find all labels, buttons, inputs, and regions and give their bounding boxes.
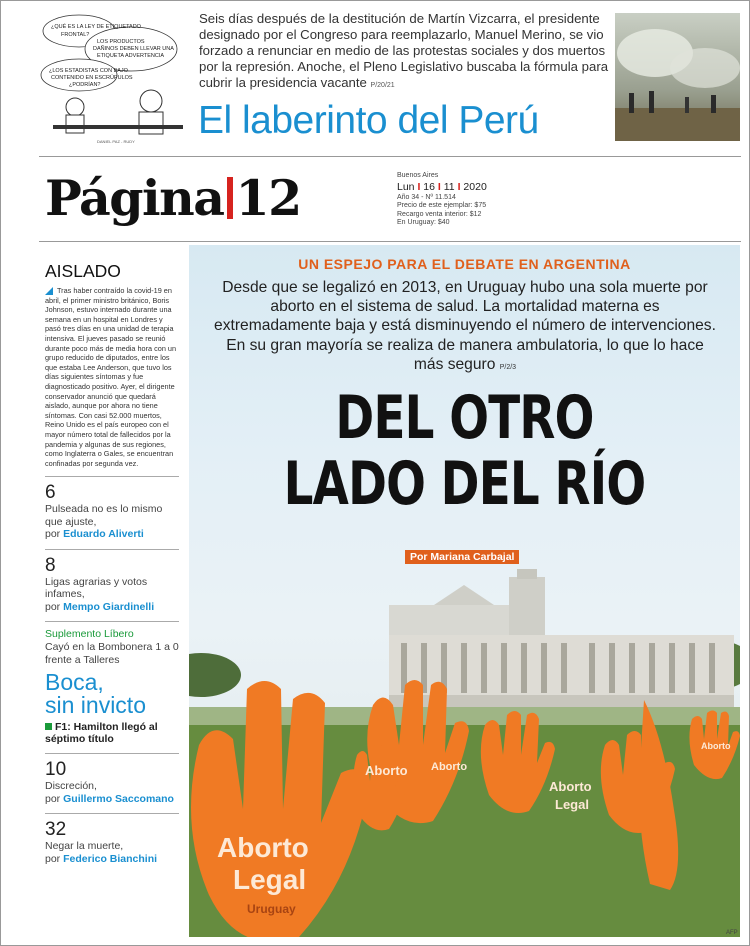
main-kicker: UN ESPEJO PARA EL DEBATE EN ARGENTINA — [298, 256, 631, 272]
divider — [45, 813, 179, 814]
date-day: Lun — [397, 180, 415, 193]
supplement-text: Cayó en la Bombonera 1 a 0 frente a Talleres — [45, 641, 179, 666]
sign-text-country: Uruguay — [247, 902, 296, 916]
teaser-author: Guillermo Saccomano — [63, 792, 174, 805]
svg-text:CONTENIDO EN ESCRÚPULOS: CONTENIDO EN ESCRÚPULOS — [51, 75, 133, 81]
boca-headline-line1: Boca, — [45, 669, 104, 696]
svg-text:¿PODRÍAN?: ¿PODRÍAN? — [69, 82, 101, 88]
sign-text-line1: Aborto — [217, 832, 309, 863]
divider — [45, 621, 179, 622]
photo-credit: AFP — [726, 930, 738, 936]
teaser-text: Ligas agrarias y votos infames, — [45, 575, 148, 601]
boca-headline[interactable] — [45, 671, 179, 717]
page-number: 32 — [45, 819, 67, 841]
date-month: 11 — [443, 180, 455, 193]
main-headline-line1: DEL OTRO — [335, 383, 594, 453]
date-daynum: 16 — [423, 180, 435, 193]
teaser-text: Negar la muerte, — [45, 840, 124, 853]
svg-text:¿LOS ESTADISTAS CON BAJO: ¿LOS ESTADISTAS CON BAJO — [49, 68, 128, 74]
teaser-by: por — [45, 852, 61, 865]
aislado-article — [45, 286, 179, 468]
teaser-by: por — [45, 528, 61, 541]
boca-headline-line2: sin invicto — [45, 692, 146, 719]
edition-date: Lun I 16 I 11 I 2020 — [397, 180, 487, 193]
teaser-text: Discreción, — [45, 780, 97, 793]
divider — [45, 549, 179, 550]
f1-text: F1: Hamilton llegó al séptimo título — [45, 721, 158, 746]
main-headline[interactable] — [250, 385, 680, 517]
column-teaser[interactable] — [45, 780, 179, 805]
page-number: 8 — [45, 554, 56, 576]
column-teaser[interactable] — [45, 840, 179, 865]
svg-text:DAÑINOS DEBEN LLEVAR UNA: DAÑINOS DEBEN LLEVAR UNA — [93, 46, 174, 52]
banner-summary-text: Seis días después de la destitución de Martín Vizcarra, el presidente designado por el Congreso para reemplazarlo, Manuel Merino, se vio forzado a renunciar en medio de las protestas sociales y dos muertos por la represión. Anoche, el Pleno Legislativo buscaba la fórmula para cubrir la presidencia vacante — [199, 11, 609, 90]
main-lead-page-ref: P/2/3 — [499, 363, 517, 371]
legislative-palace-photo — [189, 565, 740, 937]
sign-text-small: Aborto — [365, 763, 408, 778]
sign-text-small: Legal — [555, 797, 589, 812]
edition-issue: Año 34 - Nº 11.514 — [397, 193, 456, 201]
svg-text:FRONTAL?: FRONTAL? — [61, 32, 90, 38]
banner-summary — [199, 11, 609, 94]
edition-city: Buenos Aires — [397, 172, 439, 179]
cartoon-signature: DANIEL PAZ - RUDY — [97, 139, 135, 144]
masthead-name-right: 12 — [235, 169, 301, 227]
svg-text:ETIQUETA ADVERTENCIA: ETIQUETA ADVERTENCIA — [97, 53, 165, 59]
aislado-text: Tras haber contraído la covid-19 en abril, el primer ministro británico, Boris Johnson, estuvo internado durante una semana en un hospital en Londres y pasó tres días en una unidad de terapia intensiva. El jueves pasado se reunió durante poco más de media hora con un grupo reducido de diputados, entre los que estaba Lee Anderson, que tuvo los días siguientes síntomas y fue diagnosticado positivo. Ayer, el dirigente conservador anunció que quedará aislado, aunque por ahora no tiene síntomas. Con casi 52.000 muertos, Reino Unido es el país europeo con el mayor número total de fallecidos por la pandemia y algunas de sus regiones, como Inglaterra o Gales, se encuentran confinadas por segunda vez. — [45, 286, 177, 468]
supplement-label[interactable]: Suplemento Líbero — [45, 628, 134, 641]
main-headline-line2: LADO DEL RÍO — [283, 449, 646, 519]
svg-text:¿QUÉ ES LA LEY DE ETIQUETADO: ¿QUÉ ES LA LEY DE ETIQUETADO — [51, 24, 141, 30]
sign-text-small: Aborto — [431, 761, 468, 773]
page-number: 6 — [45, 482, 56, 504]
sign-text-small: Aborto — [701, 741, 731, 751]
column-teaser[interactable] — [45, 576, 179, 614]
date-year: 2020 — [463, 180, 487, 193]
edition-uruguay-price: En Uruguay: $40 — [397, 219, 450, 226]
edition-info — [397, 172, 487, 228]
left-column — [45, 261, 179, 865]
teaser-by: por — [45, 600, 61, 613]
main-byline[interactable]: Por Mariana Carbajal — [405, 550, 519, 564]
aislado-title[interactable]: AISLADO — [45, 261, 121, 281]
sign-text-line2: Legal — [233, 864, 307, 895]
f1-teaser[interactable] — [45, 721, 179, 745]
bullet-square-icon — [45, 723, 52, 730]
edition-surcharge: Recargo venta interior: $12 — [397, 210, 482, 218]
main-story — [189, 245, 740, 937]
teaser-text: Pulseada no es lo mismo que ajuste, — [45, 503, 163, 528]
masthead-name-left: Página — [45, 169, 224, 227]
banner-page-ref: P/20/21 — [370, 82, 395, 89]
sign-text-small: Aborto — [549, 779, 592, 794]
divider — [39, 241, 741, 242]
edition-price: Precio de este ejemplar: $75 — [397, 202, 487, 209]
page-number: 10 — [45, 759, 67, 781]
masthead-logo[interactable] — [45, 169, 301, 227]
divider — [39, 156, 741, 157]
teaser-author: Federico Bianchini — [63, 852, 158, 865]
svg-text:LOS PRODUCTOS: LOS PRODUCTOS — [97, 39, 145, 45]
masthead-red-bar — [227, 177, 233, 219]
banner-headline[interactable]: El laberinto del Perú — [198, 99, 539, 142]
column-teaser[interactable] — [45, 503, 179, 541]
top-banner — [1, 1, 750, 153]
main-lead — [213, 278, 717, 377]
main-lead-text: Desde que se legalizó en 2013, en Uruguay hubo una sola muerte por aborto en el sistema de salud. La mortalidad materna es extremadamente baja y está disminuyendo el número de intervenciones. En su gran mayoría se realiza de manera ambulatoria, lo que lo hace más seguro — [214, 279, 716, 373]
triangle-marker-icon — [45, 287, 53, 295]
editorial-cartoon — [39, 9, 187, 147]
teaser-author: Mempo Giardinelli — [63, 600, 155, 613]
divider — [45, 476, 179, 477]
teaser-author: Eduardo Aliverti — [63, 528, 144, 541]
divider — [45, 753, 179, 754]
protest-photo — [615, 13, 740, 141]
teaser-by: por — [45, 792, 61, 805]
